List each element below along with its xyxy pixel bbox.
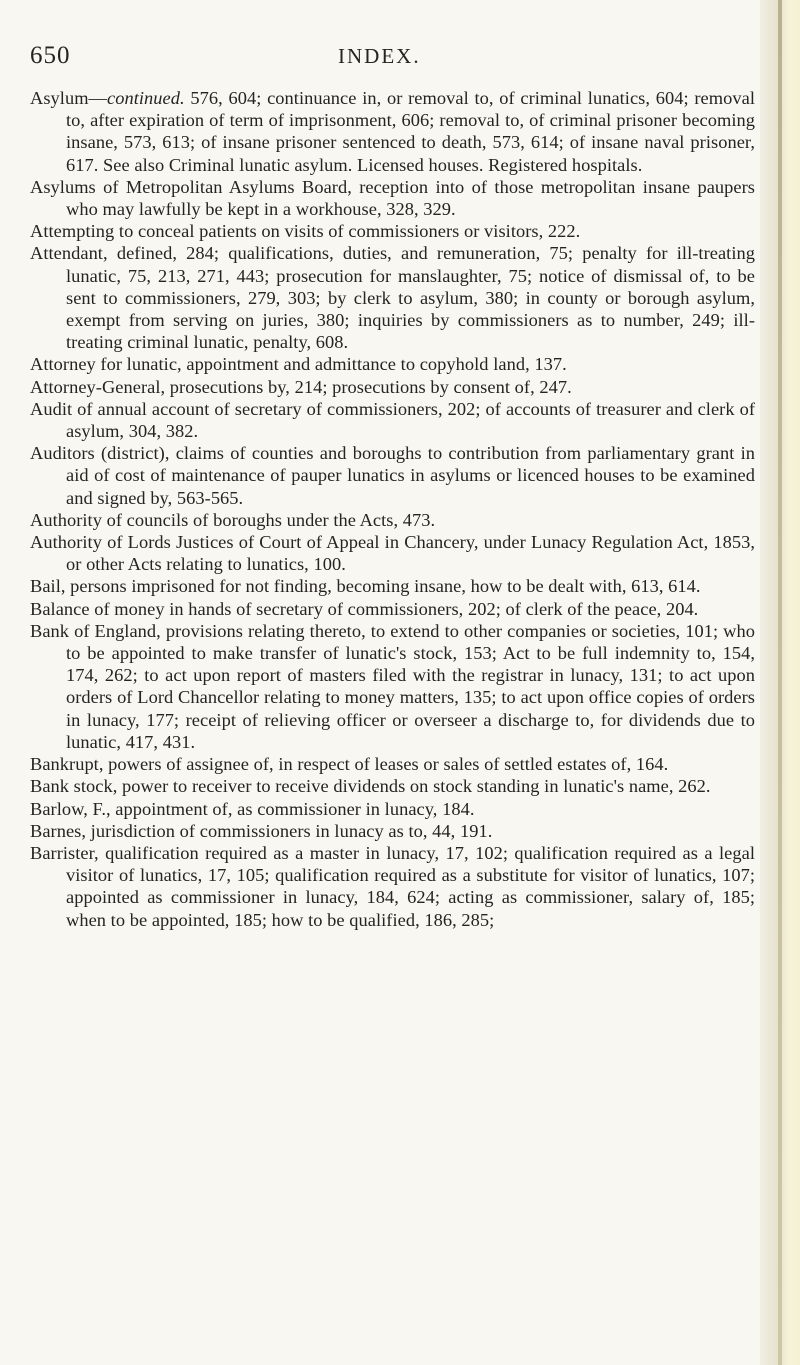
index-entry: [30, 176, 755, 220]
entry-head: Barlow, F., appointment of, as commissioner in lunacy, 184.: [30, 798, 475, 819]
entry-head: Attempting to conceal patients on visits of commissioners or visitors, 222.: [30, 221, 581, 242]
index-entry: [30, 842, 755, 931]
index-entry: [30, 620, 755, 753]
index-entry: [30, 442, 755, 509]
index-entry: [30, 575, 755, 597]
entry-head: Authority of councils of boroughs under the Acts, 473.: [30, 509, 436, 530]
page-header: [30, 42, 760, 78]
index-entry: [30, 598, 755, 620]
entry-head: Bail, persons imprisoned for not finding, becoming insane, how to be dealt with, 613, 614.: [30, 576, 701, 597]
page-number: 650: [30, 42, 71, 69]
index-entry: [30, 220, 755, 242]
index-entry: [30, 775, 755, 797]
entry-head: Bankrupt, powers of assignee of, in respect of leases or sales of settled estates of, 164.: [30, 754, 669, 775]
index-entry: [30, 820, 755, 842]
entry-head: Authority of Lords Justices of Court of Appeal in Chancery, under Lunacy Regulation Act, 1853, or other Acts relating to lunatics, 100.: [30, 532, 755, 575]
index-entry: [30, 753, 755, 775]
entry-head: Audit of annual account of secretary of commissioners, 202; of accounts of treasurer and clerk of asylum, 304, 382.: [30, 398, 755, 442]
entry-head: Attorney for lunatic, appointment and admittance to copyhold land, 137.: [30, 354, 567, 375]
index-entry: [30, 353, 755, 375]
entry-head: Auditors (district), claims of counties and boroughs to contribution from parliamentary grant in aid of cost of maintenance of pauper lunatics in asylums or licenced houses to be examined and signed by, 563-565.: [30, 443, 755, 508]
index-entry: [30, 376, 755, 398]
index-entry: [30, 398, 755, 442]
index-entry: [30, 531, 755, 575]
entry-head: Bank of England, provisions relating thereto, to extend to other companies or societies, 101; who to be appointed to make transfer of lunatic's stock, 153; Act to be full indemnity to, 154, 174, 262; to act upon report of masters filed with the registrar in lunacy, 131; to act upon orders of Lord Chancellor relating to money matters, 135; to act upon office copies of orders in lunacy, 177; receipt of relieving officer or overseer a discharge to, for dividends due to lunatic, 417, 431.: [30, 620, 755, 752]
entry-head: Attendant, defined, 284; qualifications, duties, and remuneration, 75; penalty for ill-treating lunatic, 75, 213, 271, 443; prosecution for manslaughter, 75; notice of dismissal of, to be sent to commissioners, 279, 303; by clerk to asylum, 380; in county or borough asylum, exempt from serving on juries, 380; inquiries by commissioners as to number, 249; ill-treating criminal lunatic, penalty, 608.: [30, 243, 755, 353]
entry-head: Bank stock, power to receiver to receive dividends on stock standing in lunatic's name, 262.: [30, 776, 711, 797]
entry-head: Balance of money in hands of secretary of commissioners, 202; of clerk of the peace, 204.: [30, 598, 699, 619]
page-title: INDEX.: [338, 44, 421, 68]
index-entry: [30, 509, 755, 531]
entry-head: Barnes, jurisdiction of commissioners in lunacy as to, 44, 191.: [30, 820, 493, 841]
binding-edge-line: [778, 0, 782, 1365]
entry-head: Barrister, qualification required as a master in lunacy, 17, 102; qualification required as a legal visitor of lunatics, 17, 105; qualification required as a substitute for visitor of lunatics, 107; appointed as commissioner in lunacy, 184, 624; acting as commissioner, salary of, 185; when to be appointed, 185; how to be qualified, 186, 285;: [30, 842, 755, 930]
index-entries: [30, 87, 755, 931]
entry-text: 576, 604; continuance in, or removal to, of criminal lunatics, 604; removal to, after expiration of term of imprisonment, 606; removal to, of criminal prisoner becoming insane, 573, 613; of insane prisoner sentenced to death, 573, 614; of insane naval prisoner, 617. See also Criminal lunatic asylum. Licensed houses. Registered hospitals.: [66, 88, 755, 175]
entry-head: Asylum—: [30, 88, 107, 108]
index-entry: [30, 798, 755, 820]
entry-head: Asylums of Metropolitan Asylums Board, reception into of those metropolitan insane paupers who may lawfully be kept in a workhouse, 328, 329.: [30, 176, 755, 220]
entry-head: Attorney-General, prosecutions by, 214; prosecutions by consent of, 247.: [30, 376, 572, 397]
page-edge-shadow: [760, 0, 800, 1365]
index-entry: [30, 242, 755, 353]
index-entry: [30, 87, 755, 176]
entry-continued-note: continued.: [106, 88, 185, 108]
